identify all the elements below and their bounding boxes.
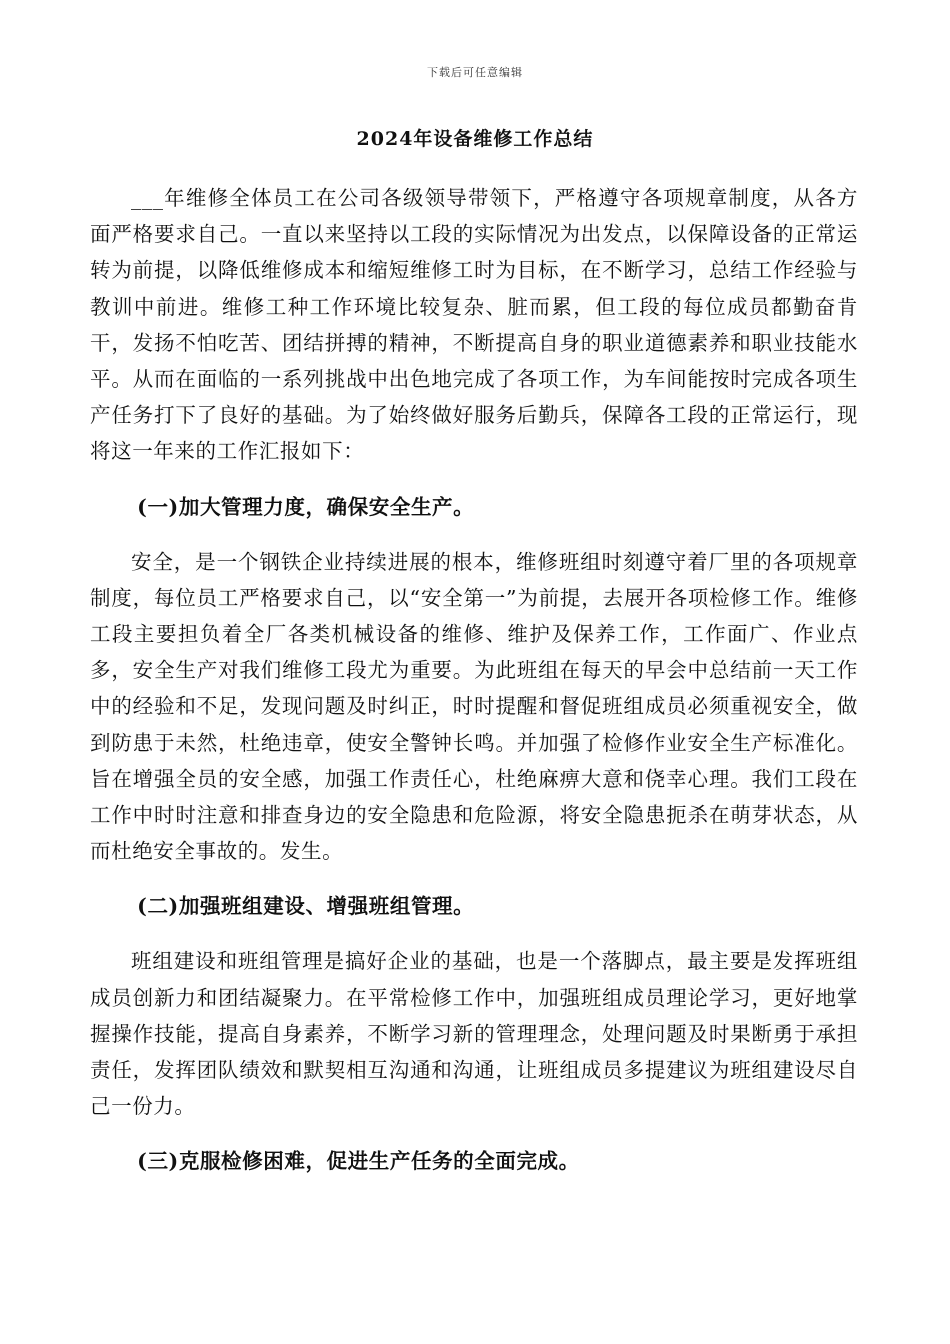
- year-blank: ___: [131, 186, 164, 210]
- intro-text: 年维修全体员工在公司各级领导带领下，严格遵守各项规章制度，从各方面严格要求自己。一直以来坚持以工段的实际情况为出发点，以保障设备的正常运转为前提，以降低维修成本和缩短维修工时为目标，在不断学习，总结工作经验与教训中前进。维修工种工作环境比较复杂、脏而累，但工段的每位成员都勤奋肯干，发扬不怕吃苦、团结拼搏的精神，不断提高自身的职业道德素养和职业技能水平。从而在面临的一系列挑战中出色地完成了各项工作，为车间能按时完成各项生产任务打下了良好的基础。为了始终做好服务后勤兵，保障各工段的正常运行，现将这一年来的工作汇报如下：: [90, 186, 858, 464]
- document-title: 2024年设备维修工作总结: [356, 128, 594, 150]
- header-note: 下载后可任意编辑: [427, 66, 523, 79]
- section-1-heading: (一)加大管理力度，确保安全生产。: [137, 494, 475, 519]
- section-2-body: 班组建设和班组管理是搞好企业的基础，也是一个落脚点，最主要是发挥班组成员创新力和团结凝聚力。在平常检修工作中，加强班组成员理论学习，更好地掌握操作技能，提高自身素养，不断学习新的管理理念，处理问题及时果断勇于承担责任，发挥团队绩效和默契相互沟通和沟通，让班组成员多提建议为班组建设尽自己一份力。: [90, 949, 858, 1119]
- document-body: [90, 180, 858, 1198]
- intro-paragraph: [90, 180, 858, 470]
- section-3-heading: (三)克服检修困难，促进生产任务的全面完成。: [137, 1149, 580, 1174]
- section-1-body: 安全，是一个钢铁企业持续进展的根本，维修班组时刻遵守着厂里的各项规章制度，每位员工严格要求自己，以“安全第一”为前提，去展开各项检修工作。维修工段主要担负着全厂各类机械设备的维修、维护及保养工作，工作面广、作业点多，安全生产对我们维修工段尤为重要。为此班组在每天的早会中总结前一天工作中的经验和不足，发现问题及时纠正，时时提醒和督促班组成员必须重视安全，做到防患于未然，杜绝违章，使安全警钟长鸣。并加强了检修作业安全生产标准化。旨在增强全员的安全感，加强工作责任心，杜绝麻痹大意和侥幸心理。我们工段在工作中时时注意和排查身边的安全隐患和危险源，将安全隐患扼杀在萌芽状态，从而杜绝安全事故的。发生。: [90, 549, 858, 864]
- section-2-heading: (二)加强班组建设、增强班组管理。: [137, 894, 475, 919]
